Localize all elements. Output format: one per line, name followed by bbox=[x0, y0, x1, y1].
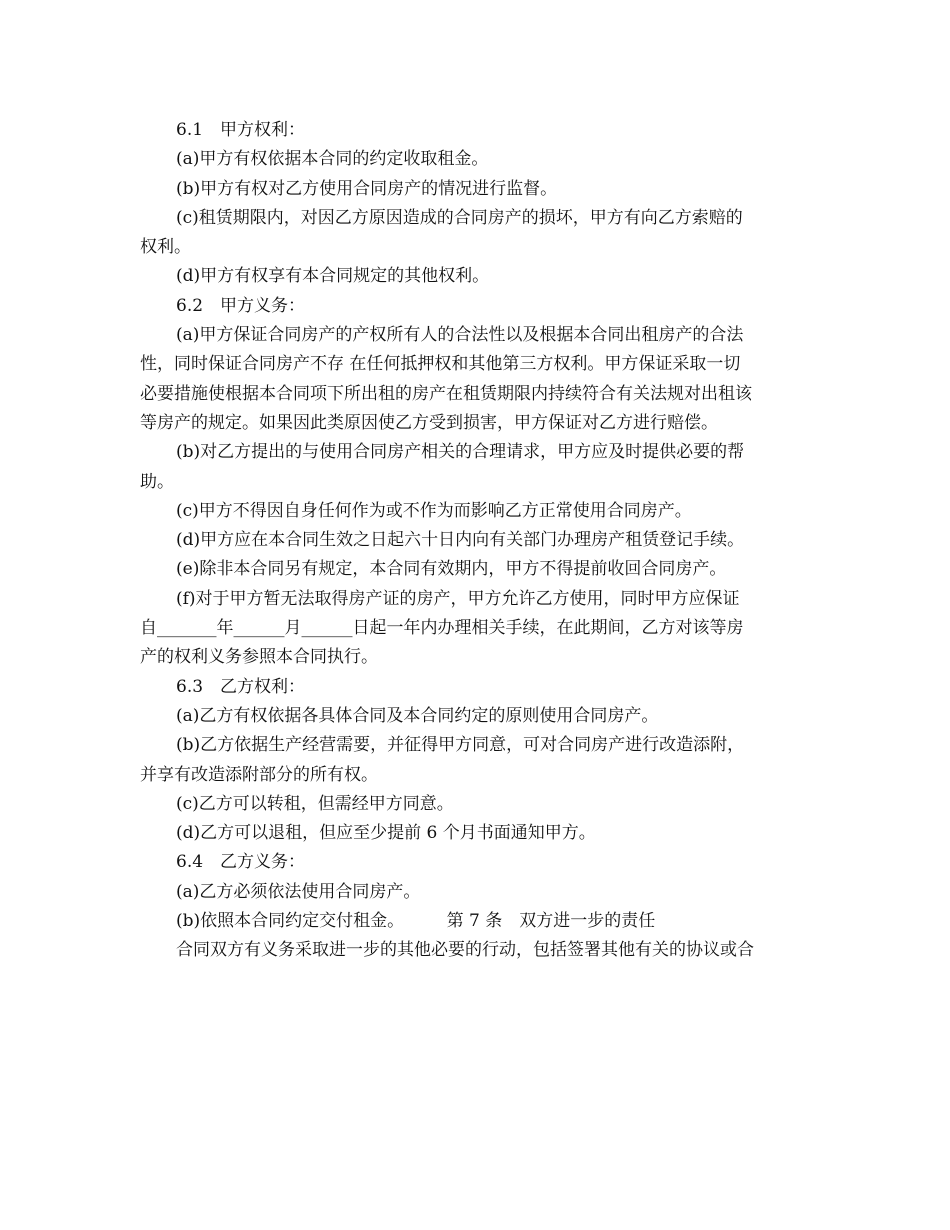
clause-6-2-a-line-4: 等房产的规定。如果因此类原因使乙方受到损害，甲方保证对乙方进行赔偿。 bbox=[140, 412, 718, 433]
clause-6-1-c-line-1: (c)租赁期限内，对因乙方原因造成的合同房产的损坏，甲方有向乙方索赔的 bbox=[176, 207, 743, 228]
clause-6-2-f-line-1: (f)对于甲方暂无法取得房产证的房产，甲方允许乙方使用，同时甲方应保证 bbox=[176, 588, 740, 609]
clause-6-3-b-line-1: (b)乙方依据生产经营需要，并征得甲方同意，可对合同房产进行改造添附， bbox=[176, 735, 745, 756]
clause-6-2-a-line-2: 性，同时保证合同房产不存 在任何抵押权和其他第三方权利。甲方保证采取一切 bbox=[140, 354, 741, 375]
article-7-body-line-1: 合同双方有义务采取进一步的其他必要的行动，包括签署其他有关的协议或合 bbox=[176, 940, 754, 961]
clause-6-2-a-line-3: 必要措施使根据本合同项下所出租的房产在租赁期限内持续符合有关法规对出租该 bbox=[140, 383, 752, 404]
clause-6-2-d: (d)甲方应在本合同生效之日起六十日内向有关部门办理房产租赁登记手续。 bbox=[176, 530, 745, 551]
clause-6-2-e: (e)除非本合同另有规定，本合同有效期内，甲方不得提前收回合同房产。 bbox=[176, 559, 727, 580]
clause-6-1-d: (d)甲方有权享有本合同规定的其他权利。 bbox=[176, 266, 490, 287]
clause-6-4-a: (a)乙方必须依法使用合同房产。 bbox=[176, 881, 421, 902]
clause-6-2-c: (c)甲方不得因自身任何作为或不作为而影响乙方正常使用合同房产。 bbox=[176, 500, 692, 521]
clause-6-3-d: (d)乙方可以退租，但应至少提前 6 个月书面通知甲方。 bbox=[176, 823, 596, 844]
clause-6-2-a-line-1: (a)甲方保证合同房产的产权所有人的合法性以及根据本合同出租房产的合法 bbox=[176, 325, 744, 346]
clause-6-4-b-and-article-7-heading: (b)依照本合同约定交付租金。 第 7 条 双方进一步的责任 bbox=[176, 911, 656, 932]
clause-6-2-f-line-2: 自_______年______月______日起一年内办理相关手续，在此期间，乙方对该等房 bbox=[140, 618, 744, 639]
clause-6-1-a: (a)甲方有权依据本合同的约定收取租金。 bbox=[176, 149, 489, 170]
section-6-1-heading: 6.1 甲方权利： bbox=[176, 120, 306, 140]
clause-6-2-b-line-2: 助。 bbox=[140, 471, 174, 492]
document-body bbox=[140, 116, 812, 966]
clause-6-2-b-line-1: (b)对乙方提出的与使用合同房产相关的合理请求，甲方应及时提供必要的帮 bbox=[176, 442, 745, 463]
clause-6-3-b-line-2: 并享有改造添附部分的所有权。 bbox=[140, 764, 378, 785]
clause-6-3-a: (a)乙方有权依据各具体合同及本合同约定的原则使用合同房产。 bbox=[176, 705, 659, 726]
clause-6-2-f-line-3: 产的权利义务参照本合同执行。 bbox=[140, 647, 378, 668]
clause-6-3-c: (c)乙方可以转租，但需经甲方同意。 bbox=[176, 793, 454, 814]
section-6-4-heading: 6.4 乙方义务： bbox=[176, 852, 306, 873]
clause-6-1-c-line-2: 权利。 bbox=[140, 237, 191, 258]
clause-6-1-b: (b)甲方有权对乙方使用合同房产的情况进行监督。 bbox=[176, 178, 558, 199]
section-6-3-heading: 6.3 乙方权利： bbox=[176, 676, 306, 697]
section-6-2-heading: 6.2 甲方义务： bbox=[176, 295, 306, 316]
